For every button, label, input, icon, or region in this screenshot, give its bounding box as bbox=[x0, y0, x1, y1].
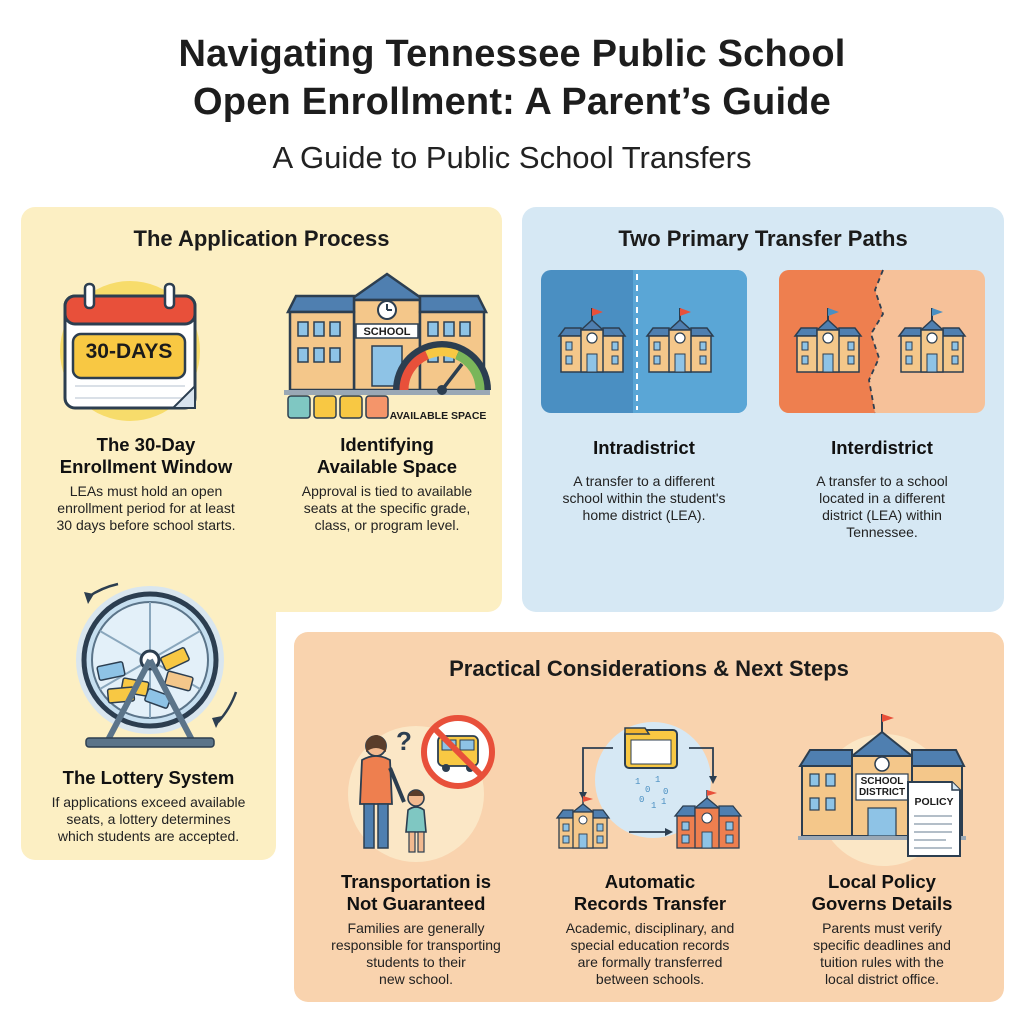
transport-title-line2: Not Guaranteed bbox=[346, 893, 486, 914]
transfer-paths-title: Two Primary Transfer Paths bbox=[618, 226, 908, 251]
interdistrict-title: Interdistrict bbox=[831, 437, 933, 458]
records-desc-line3: are formally transferred bbox=[577, 954, 723, 970]
interdistrict-desc-line4: Tennessee. bbox=[846, 524, 918, 540]
lottery-title: The Lottery System bbox=[62, 767, 235, 788]
school-building-icon bbox=[282, 272, 492, 427]
page-title-line2: Open Enrollment: A Parent’s Guide bbox=[193, 81, 831, 123]
space-title-line1: Identifying bbox=[340, 434, 434, 455]
window-desc-line1: LEAs must hold an open bbox=[69, 483, 223, 499]
intradistrict-desc-line3: home district (LEA). bbox=[582, 507, 706, 523]
space-desc-line1: Approval is tied to available bbox=[301, 483, 473, 499]
interdistrict-desc-line3: district (LEA) within bbox=[822, 507, 942, 523]
records-desc-line2: special education records bbox=[570, 937, 730, 953]
records-title-line1: Automatic bbox=[604, 871, 696, 892]
policy-desc-line1: Parents must verify bbox=[822, 920, 942, 936]
lottery-desc-line3: which students are accepted. bbox=[57, 828, 240, 844]
page-title-line1: Navigating Tennessee Public School bbox=[178, 33, 846, 75]
calendar-badge-label: 30-DAYS bbox=[85, 340, 173, 363]
school-sign-label: SCHOOL bbox=[363, 326, 411, 338]
records-transfer-icon bbox=[553, 718, 753, 858]
intradistrict-illustration bbox=[541, 270, 747, 413]
interdistrict-illustration bbox=[779, 270, 985, 413]
space-desc-line3: class, or program level. bbox=[314, 517, 460, 533]
svg-text:0: 0 bbox=[639, 795, 645, 805]
application-title: The Application Process bbox=[133, 226, 390, 251]
records-desc-line4: between schools. bbox=[595, 971, 705, 987]
intradistrict-desc-line1: A transfer to a different bbox=[573, 473, 715, 489]
school-district-sign-line1: SCHOOL bbox=[860, 776, 904, 787]
svg-text:?: ? bbox=[396, 726, 412, 756]
records-title-line2: Records Transfer bbox=[573, 893, 727, 914]
policy-desc-line2: specific deadlines and bbox=[813, 937, 951, 953]
interdistrict-desc-line2: located in a different bbox=[819, 490, 945, 506]
lottery-wheel-icon bbox=[58, 582, 248, 754]
window-title-line2: Enrollment Window bbox=[59, 456, 233, 477]
lottery-desc-line2: seats, a lottery determines bbox=[66, 811, 231, 827]
page-subtitle: A Guide to Public School Transfers bbox=[272, 140, 752, 175]
transport-desc-line3: students to their bbox=[366, 954, 466, 970]
space-title-line2: Available Space bbox=[316, 456, 458, 477]
policy-document-label: POLICY bbox=[914, 796, 954, 808]
svg-text:1: 1 bbox=[661, 797, 667, 807]
svg-text:1: 1 bbox=[651, 801, 657, 811]
transport-desc-line1: Families are generally bbox=[347, 920, 485, 936]
practical-title: Practical Considerations & Next Steps bbox=[449, 656, 849, 681]
transport-title-line1: Transportation is bbox=[340, 871, 492, 892]
svg-text:0: 0 bbox=[645, 785, 651, 795]
interdistrict-desc-line1: A transfer to a school bbox=[816, 473, 948, 489]
policy-desc-line4: local district office. bbox=[824, 971, 940, 987]
policy-desc-line3: tuition rules with the bbox=[820, 954, 944, 970]
lottery-desc-line1: If applications exceed available bbox=[51, 794, 246, 810]
transportation-icon bbox=[338, 712, 503, 862]
policy-title-line1: Local Policy bbox=[828, 871, 936, 892]
window-title-line1: The 30-Day bbox=[96, 434, 196, 455]
transport-desc-line4: new school. bbox=[379, 971, 453, 987]
svg-text:1: 1 bbox=[635, 777, 641, 787]
available-space-gauge-label: AVAILABLE SPACE bbox=[389, 410, 487, 422]
policy-title-line2: Governs Details bbox=[811, 893, 953, 914]
transport-desc-line2: responsible for transporting bbox=[331, 937, 501, 953]
school-district-sign-line2: DISTRICT bbox=[858, 787, 906, 798]
intradistrict-desc-line2: school within the student's bbox=[562, 490, 726, 506]
svg-text:0: 0 bbox=[663, 787, 669, 797]
records-desc-line1: Academic, disciplinary, and bbox=[565, 920, 735, 936]
space-desc-line2: seats at the specific grade, bbox=[303, 500, 471, 516]
window-desc-line2: enrollment period for at least bbox=[57, 500, 235, 516]
intradistrict-title: Intradistrict bbox=[593, 437, 695, 458]
svg-text:1: 1 bbox=[655, 775, 661, 785]
window-desc-line3: 30 days before school starts. bbox=[56, 517, 236, 533]
